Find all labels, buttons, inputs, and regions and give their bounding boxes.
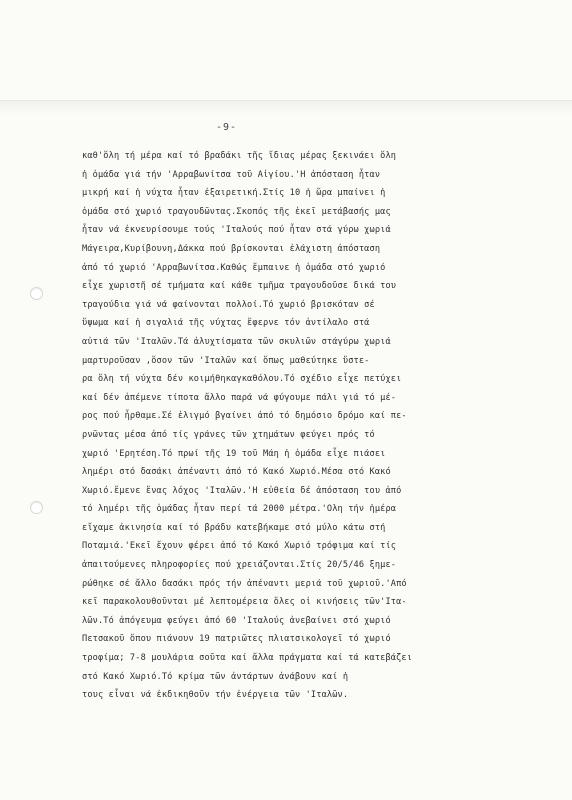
- typewritten-body: [82, 147, 522, 705]
- text-line: ρνῶντας μέσα ἀπό τίς γράνες τῶν χτημάτων φεύγει πρός τό: [82, 429, 375, 440]
- text-line: τραγούδια γιά νά φαίνονται πολλοί.Τό χωριό βρισκόταν σέ: [82, 299, 375, 310]
- text-line: μικρή καί ἡ νύχτα ἦταν ἐξαιρετική.Στίς 10 ἡ ὥρα μπαίνει ἡ: [82, 188, 386, 199]
- text-line: τό λημέρι τῆς ὁμάδας ἦταν περί τά 2000 μέτρα.'Ολη τήν ἡμέρα: [82, 504, 397, 515]
- text-line: Χωριό.ἔμενε ἕνας λόχος 'Ιταλῶν.'Η εὐθεία δέ ἀπόσταση του ἀπό: [82, 485, 402, 496]
- text-line: ἡ ὁμάδα γιά τήν 'Αρραβωνίτσα τοῦ Αἰγίου.'Η ἀπόσταση ἦταν: [82, 169, 381, 180]
- text-line: καί δέν ἀπέμενε τίποτα ἄλλο παρά νά φύγουμε πάλι γιά τό μέ-: [82, 392, 397, 403]
- text-line: Μάγειρα,Κυρίβουνη,Δάκκα πού βρίσκονται ἐλάχιστη ἀπόσταση: [82, 243, 381, 254]
- text-line: ρος πού ἦρθαμε.Σέ ἐλιγμό βγαίνει ἀπό τό δημόσιο δρόμο καί πε-: [82, 411, 407, 422]
- text-line: αὐτιά τῶν 'Ιταλῶν.Τά ἀλυχτίσματα τῶν σκυλιῶν στάγύρω χωριά: [82, 336, 391, 347]
- paper-fold-shadow: [0, 100, 572, 115]
- punch-hole: [30, 287, 43, 300]
- text-line: ἀπαιτούμενες πληροφορίες πού χρειάζονται.Στίς 20/5/46 ξημε-: [82, 560, 397, 571]
- text-line: τροφίμα; 7-8 μουλάρια σοῦτα καί ἄλλα πράγματα καί τά κατεβάζει: [82, 653, 413, 664]
- text-line: ὕψωμα καί ἡ σιγαλιά τῆς νύχτας ἔφερνε τόν ἀντίλαλο στά: [82, 318, 370, 329]
- text-line: κεῖ παρακολουθοῦνται μέ λεπτομέρεια ὅλες οἱ κινήσεις τῶν'Ιτα-: [82, 597, 407, 608]
- text-line: εἴχαμε ἀκινησία καί τό βράδυ κατεβήκαμε στό μύλο κάτω στή: [82, 522, 386, 533]
- text-line: καθ'ὅλη τή μέρα καί τό βραδάκι τῆς ἴδιας μέρας ξεκινάει ὅλη: [82, 151, 397, 161]
- text-line: ὁμάδα στό χωριό τραγουδῶντας.Σκοπός τῆς ἐκεῖ μετάβασής μας: [82, 206, 391, 217]
- text-line: λημέρι στό δασάκι ἀπέναντι ἀπό τό Κακό Χωριό.Μέσα στό Κακό: [82, 467, 391, 478]
- text-line: τους εἶναι νά ἐκδικηθοῦν τήν ἐνέργεια τῶν 'Ιταλῶν.: [82, 690, 349, 701]
- page-number: -9-: [216, 122, 238, 133]
- text-line: Ποταμιά.'Εκεῖ ἔχουν φέρει ἀπό τό Κακό Χωριό τρόφιμα καί τίς: [82, 541, 397, 552]
- text-line: ἀπό τό χωριό 'Αρραβωνίτσα.Καθώς ἔμπαινε ἡ ὁμάδα στό χωριό: [82, 262, 386, 273]
- text-line: λῶν.Τό ἀπόγευμα φεύγει ἀπό 60 'Ιταλούς ἀνεβαίνει στό χωριό: [82, 615, 391, 626]
- text-line: Πετσακοῦ ὅπου πιάνουν 19 πατριῶτες πλιατσικολογεῖ τό χωριό: [82, 634, 391, 645]
- text-line: στό Κακό Χωριό.Τό κρίμα τῶν ἀντάρτων ἀνάβουν καί ἡ: [82, 671, 349, 682]
- text-line: μαρτυροῦσαν ,ὅσον τῶν 'Ιταλῶν καί ὅπως μαθεύτηκε ὕστε-: [82, 355, 370, 366]
- text-line: χωριό 'Ερητέση.Τό πρωί τῆς 19 τοῦ Μάη ἡ ὁμάδα εἶχε πιάσει: [82, 448, 386, 459]
- text-line: ρα ὅλη τή νύχτα δέν κοιμήθηκαγκαθόλου.Τό σχέδιο εἶχε πετύχει: [82, 374, 402, 385]
- text-line: ἦταν νά ἐκνευρίσουμε τούς 'Ιταλούς πού ἦταν στά γύρω χωριά: [82, 225, 391, 236]
- text-line: ρώθηκε σέ ἄλλο δασάκι πρός τήν ἀπέναντι μεριά τοῦ χωριοῦ.'Από: [82, 578, 407, 589]
- punch-hole: [30, 501, 43, 514]
- text-line: εἶχε χωριστῆ σέ τμήματα καί κάθε τμῆμα τραγουδοῦσε δικά του: [82, 281, 397, 292]
